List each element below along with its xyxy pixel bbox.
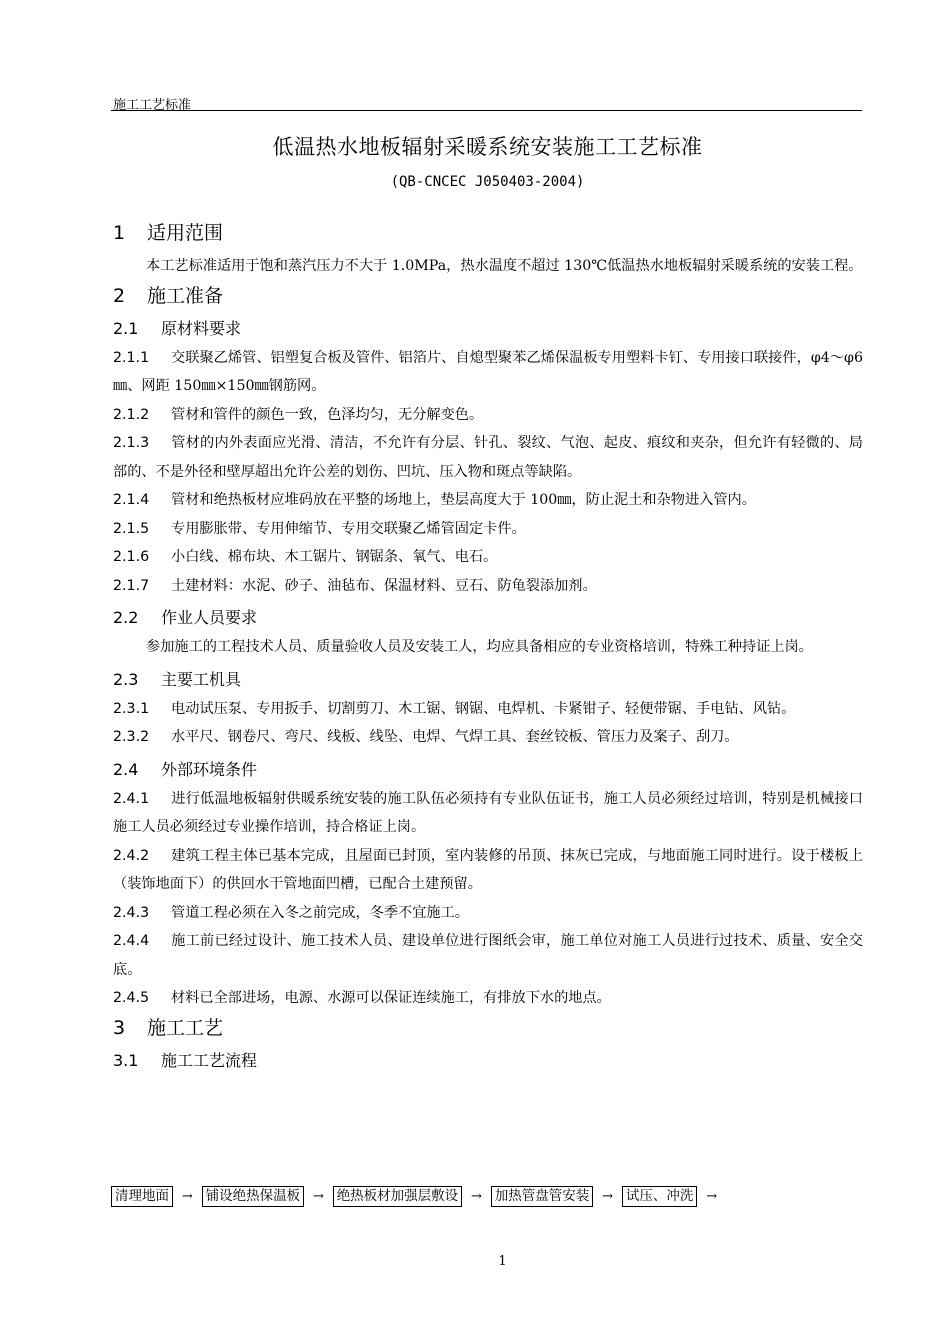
clause-text: 交联聚乙烯管、铝塑复合板及管件、铝箔片、自熄型聚苯乙烯保温板专用塑料卡钉、专用接口联接件，φ4～φ6㎜、网距 150㎜×150㎜钢筋网。 <box>113 349 863 394</box>
subsection-heading <box>113 1047 863 1075</box>
section-heading <box>113 281 863 311</box>
clause-number: 2.4.5 <box>113 990 150 1006</box>
clause-number: 2.3.2 <box>113 729 150 745</box>
clause-item <box>113 486 863 515</box>
clause-item <box>113 842 863 899</box>
clause-number: 2.1.2 <box>113 406 150 423</box>
section-number: 3 <box>113 1016 126 1039</box>
subsection-title: 原材料要求 <box>161 318 242 338</box>
clause-item <box>113 984 863 1013</box>
paragraph: 参加施工的工程技术人员、质量验收人员及安装工人，均应具备相应的专业资格培训，特殊工种持证上岗。 <box>146 639 813 655</box>
subsection-number: 2.2 <box>113 608 139 627</box>
subsection-title: 外部环境条件 <box>161 759 258 779</box>
clause-text: 管道工程必须在入冬之前完成，冬季不宜施工。 <box>171 904 469 921</box>
subsection-number: 2.4 <box>113 759 139 779</box>
clause-number: 2.3.1 <box>113 700 150 717</box>
document-body <box>113 212 863 1076</box>
clause-item <box>113 543 863 572</box>
clause-number: 2.1.3 <box>113 435 150 451</box>
clause-item <box>113 695 863 724</box>
section-title: 适用范围 <box>147 222 224 244</box>
running-header: 施工工艺标准 <box>113 98 192 113</box>
clause-item <box>113 572 863 601</box>
subsection-title: 作业人员要求 <box>161 608 258 627</box>
subsection-number: 3.1 <box>113 1050 139 1070</box>
clause-number: 2.4.2 <box>113 847 150 864</box>
flow-step: 加热管盘管安装 <box>491 1186 594 1207</box>
section-heading <box>113 1013 863 1043</box>
flow-step: 铺设绝热保温板 <box>202 1186 305 1207</box>
subsection-heading <box>113 315 863 343</box>
subsection-number: 2.3 <box>113 669 139 689</box>
flow-step: 试压、冲洗 <box>622 1186 698 1207</box>
clause-text: 进行低温地板辐射供暖系统安装的施工队伍必须持有专业队伍证书，施工人员必须经过培训，特别是机械接口施工人员必须经过专业操作培训，持合格证上岗。 <box>113 790 863 835</box>
clause-text: 电动试压泵、专用扳手、切割剪刀、木工锯、钢锯、电焊机、卡紧钳子、轻便带锯、手电钻、风钻。 <box>171 700 796 717</box>
clause-number: 2.1.6 <box>113 549 150 565</box>
clause-item <box>113 785 863 842</box>
process-flow <box>111 1186 722 1208</box>
subsection-title: 施工工艺流程 <box>161 1050 258 1070</box>
clause-item <box>113 429 863 486</box>
subsection-heading <box>113 756 863 784</box>
clause-text: 小白线、棉布块、木工锯片、钢锯条、氧气、电石。 <box>171 549 498 565</box>
subsection-heading <box>113 666 863 694</box>
clause-item <box>113 515 863 544</box>
clause-number: 2.4.3 <box>113 904 150 921</box>
document-code: (QB-CNCEC J050403-2004) <box>390 174 585 190</box>
arrow-right-icon: → <box>181 1189 193 1204</box>
clause-text: 管材的内外表面应光滑、清洁，不允许有分层、针孔、裂纹、气泡、起皮、痕纹和夹杂，但允许有轻微的、局部的、不是外径和壁厚超出允许公差的划伤、凹坑、压入物和斑点等缺陷。 <box>113 435 863 480</box>
clause-item <box>113 401 863 430</box>
flow-step: 清理地面 <box>111 1186 173 1207</box>
clause-text: 管材和管件的颜色一致，色泽均匀，无分解变色。 <box>171 406 484 423</box>
subsection-number: 2.1 <box>113 318 139 338</box>
section-number: 2 <box>113 284 126 307</box>
subsection-title: 主要工机具 <box>161 669 242 689</box>
clause-item <box>113 899 863 928</box>
clause-item <box>113 723 863 752</box>
section-heading <box>113 218 863 248</box>
clause-number: 2.4.1 <box>113 790 150 807</box>
page-number: 1 <box>498 1254 507 1269</box>
clause-number: 2.1.1 <box>113 349 150 366</box>
flow-step: 绝热板材加强层敷设 <box>333 1186 463 1207</box>
clause-number: 2.1.5 <box>113 520 150 537</box>
arrow-right-icon: → <box>312 1189 324 1204</box>
clause-text: 材料已全部进场，电源、水源可以保证连续施工，有排放下水的地点。 <box>171 990 611 1006</box>
clause-number: 2.4.4 <box>113 933 150 949</box>
clause-text: 施工前已经过设计、施工技术人员、建设单位进行图纸会审，施工单位对施工人员进行过技术、质量、安全交底。 <box>113 933 863 978</box>
clause-item <box>113 927 863 984</box>
clause-number: 2.1.4 <box>113 492 150 508</box>
document-title: 低温热水地板辐射采暖系统安装施工工艺标准 <box>272 135 703 159</box>
section-title: 施工准备 <box>147 284 224 307</box>
arrow-right-icon: → <box>602 1189 614 1204</box>
arrow-right-icon: → <box>706 1189 718 1204</box>
clause-text: 专用膨胀带、专用伸缩节、专用交联聚乙烯管固定卡件。 <box>171 520 526 537</box>
clause-text: 水平尺、钢卷尺、弯尺、线板、线坠、电焊、气焊工具、套丝铰板、管压力及案子、刮刀。 <box>171 729 739 745</box>
section-number: 1 <box>113 222 126 244</box>
clause-item <box>113 344 863 401</box>
header-rule <box>111 110 862 111</box>
paragraph: 本工艺标准适用于饱和蒸汽压力不大于 1.0MPa，热水温度不超过 130℃低温热水地板辐射采暖系统的安装工程。 <box>146 258 863 274</box>
clause-text: 土建材料：水泥、砂子、油毡布、保温材料、豆石、防龟裂添加剂。 <box>171 577 597 594</box>
arrow-right-icon: → <box>471 1189 482 1204</box>
section-title: 施工工艺 <box>147 1016 224 1039</box>
clause-text: 管材和绝热板材应堆码放在平整的场地上，垫层高度大于 100㎜，防止泥土和杂物进入管内。 <box>171 492 756 508</box>
clause-number: 2.1.7 <box>113 577 150 594</box>
clause-text: 建筑工程主体已基本完成，且屋面已封顶，室内装修的吊顶、抹灰已完成，与地面施工同时进行。设于楼板上（装饰地面下）的供回水干管地面凹槽，已配合土建预留。 <box>113 847 863 892</box>
subsection-heading <box>113 604 863 632</box>
